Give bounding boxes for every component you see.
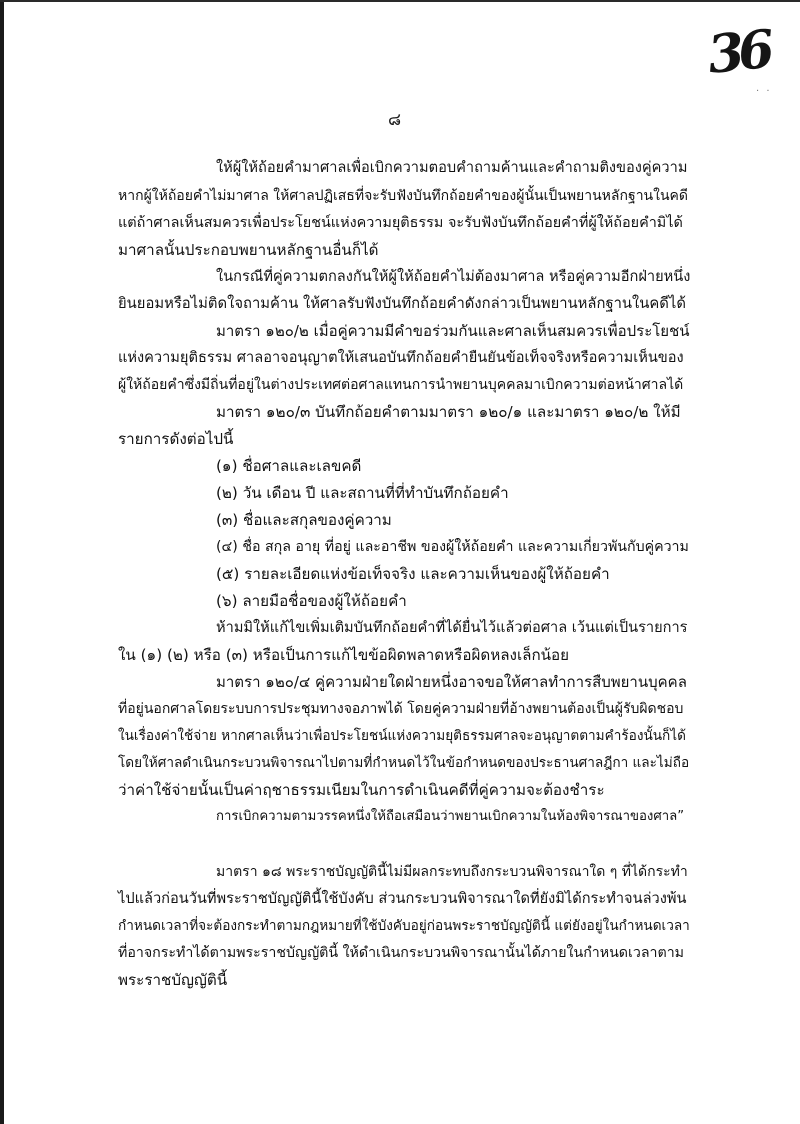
list-item: (๕) รายละเอียดแห่งข้อเท็จจริง และความเห็นของผู้ให้ถ้อยคำ <box>216 565 610 583</box>
text-line: พระราชบัญญัตินี้ <box>118 971 228 989</box>
list-item: (๓) ชื่อและสกุลของคู่ความ <box>216 511 392 529</box>
section-heading-line: มาตรา ๑๒๐/๔ คู่ความฝ่ายใดฝ่ายหนึ่งอาจขอให้ศาลทำการสืบพยานบุคคล <box>216 673 687 691</box>
text-line: ห้ามมิให้แก้ไขเพิ่มเติมบันทึกถ้อยคำที่ได้ยื่นไว้แล้วต่อศาล เว้นแต่เป็นรายการ <box>216 619 688 636</box>
text-line: โดยให้ศาลดำเนินกระบวนพิจารณาไปตามที่กำหนดไว้ในข้อกำหนดของประธานศาลฎีกา และไม่ถือ <box>118 755 690 771</box>
list-item: (๔) ชื่อ สกุล อายุ ที่อยู่ และอาชีพ ของผู้ให้ถ้อยคำ และความเกี่ยวพันกับคู่ความ <box>216 539 689 555</box>
text-line: การเบิกความตามวรรคหนึ่งให้ถือเสมือนว่าพยานเบิกความในห้องพิจารณาของศาล” <box>216 809 685 824</box>
text-line: ไปแล้วก่อนวันที่พระราชบัญญัตินี้ใช้บังคับ ส่วนกระบวนพิจารณาใดที่ยังมิได้กระทำจนล่วงพ้น <box>118 890 687 907</box>
text-line: ให้ผู้ให้ถ้อยคำมาศาลเพื่อเบิกความตอบคำถามค้านและคำถามติงของคู่ความ <box>216 159 688 176</box>
list-item: (๒) วัน เดือน ปี และสถานที่ที่ทำบันทึกถ้อยคำ <box>216 484 509 502</box>
list-item: (๖) ลายมือชื่อของผู้ให้ถ้อยคำ <box>216 592 407 610</box>
list-item: (๑) ชื่อศาลและเลขคดี <box>216 457 362 475</box>
text-line: ผู้ให้ถ้อยคำซึ่งมีถิ่นที่อยู่ในต่างประเทศต่อศาลแทนการนำพยานบุคคลมาเบิกความต่อหน้าศาลได้ <box>118 377 684 393</box>
text-line: ยินยอมหรือไม่ติดใจถามค้าน ให้ศาลรับฟังบันทึกถ้อยคำดังกล่าวเป็นพยานหลักฐานในคดีได้ <box>118 295 686 312</box>
scan-edge-top <box>0 0 800 2</box>
text-line: ว่าค่าใช้จ่ายนั้นเป็นค่าฤชาธรรมเนียมในการดำเนินคดีที่คู่ความจะต้องชำระ <box>118 781 605 799</box>
section-heading-line: มาตรา ๑๒๐/๓ บันทึกถ้อยคำตามมาตรา ๑๒๐/๑ และมาตรา ๑๒๐/๒ ให้มี <box>216 403 681 421</box>
section-heading-line: มาตรา ๑๒๐/๒ เมื่อคู่ความมีคำขอร่วมกันและศาลเห็นสมควรเพื่อประโยชน์ <box>216 322 690 340</box>
stamp-marks: · · <box>756 86 772 97</box>
page-number: ๘ <box>388 110 402 130</box>
section-heading-line: มาตรา ๑๘ พระราชบัญญัตินี้ไม่มีผลกระทบถึงกระบวนพิจารณาใด ๆ ที่ได้กระทำ <box>216 864 688 880</box>
text-line: หากผู้ให้ถ้อยคำไม่มาศาล ให้ศาลปฏิเสธที่จะรับฟังบันทึกถ้อยคำของผู้นั้นเป็นพยานหลักฐานในคดี <box>118 188 688 204</box>
text-line: ที่อาจกระทำได้ตามพระราชบัญญัตินี้ ให้ดำเนินกระบวนพิจารณานั้นได้ภายในกำหนดเวลาตาม <box>118 945 685 961</box>
text-line: ใน (๑) (๒) หรือ (๓) หรือเป็นการแก้ไขข้อผิดพลาดหรือผิดหลงเล็กน้อย <box>118 646 570 664</box>
text-line: แห่งความยุติธรรม ศาลอาจอนุญาตให้เสนอบันทึกถ้อยคำยืนยันข้อเท็จจริงหรือความเห็นของ <box>118 349 684 366</box>
scan-edge-left <box>0 0 4 1124</box>
handwritten-page-stamp: 36 <box>704 19 772 86</box>
text-line: มาศาลนั้นประกอบพยานหลักฐานอื่นก็ได้ <box>118 241 379 259</box>
text-line: ในเรื่องค่าใช้จ่าย หากศาลเห็นว่าเพื่อประโยชน์แห่งความยุติธรรมศาลจะอนุญาตตามคำร้องนั้นก็ได้ <box>118 728 686 744</box>
text-line: กำหนดเวลาที่จะต้องกระทำตามกฎหมายที่ใช้บังคับอยู่ก่อนพระราชบัญญัตินี้ แต่ยังอยู่ในกำหนดเวลา <box>118 918 690 934</box>
text-line: รายการดังต่อไปนี้ <box>118 430 234 448</box>
text-line: แต่ถ้าศาลเห็นสมควรเพื่อประโยชน์แห่งความยุติธรรม จะรับฟังบันทึกถ้อยคำที่ผู้ให้ถ้อยคำมิได้ <box>118 215 683 231</box>
text-line: ในกรณีที่คู่ความตกลงกันให้ผู้ให้ถ้อยคำไม่ต้องมาศาล หรือคู่ความอีกฝ่ายหนึ่ง <box>216 268 691 285</box>
text-line: ที่อยู่นอกศาลโดยระบบการประชุมทางจอภาพได้ โดยคู่ความฝ่ายที่อ้างพยานต้องเป็นผู้รับผิดชอบ <box>118 701 684 717</box>
